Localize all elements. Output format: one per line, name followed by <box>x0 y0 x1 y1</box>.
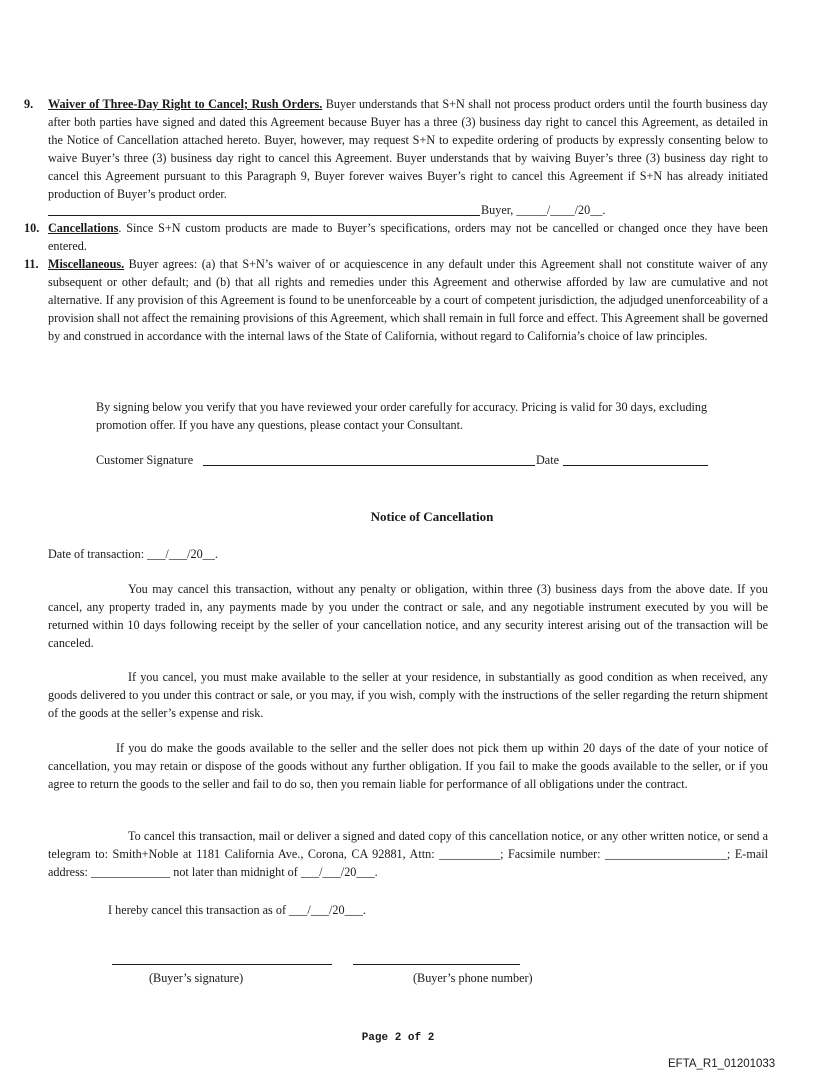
section-9-text <box>48 95 768 203</box>
customer-date-label: Date <box>536 453 560 467</box>
buyer-phone-line[interactable] <box>353 964 520 965</box>
customer-signature-label: Customer Signature <box>96 453 194 467</box>
section-10-heading: Cancellations <box>48 221 119 235</box>
section-10-text <box>48 219 768 255</box>
section-9-buyer-date: Buyer, _____/____/20__. <box>481 203 606 217</box>
notice-paragraph-4: To cancel this transaction, mail or deliver a signed and dated copy of this cancellation notice, or any other written notice, or send a telegram to: Smith+Noble at 1181 California Ave., Corona, CA 92881, Attn: __________; Facsimile number: ____________________; E-mail address: _____________ not later than midnight of ___/___/20___. <box>48 829 768 879</box>
page-number: Page 2 of 2 <box>361 1032 435 1044</box>
date-of-transaction: Date of transaction: ___/___/20__. <box>48 547 218 561</box>
notice-paragraph-3: If you do make the goods available to the seller and the seller does not pick them up within 20 days of the date of your notice of cancellation, you may retain or dispose of the goods without any further obligation. If you fail to make the goods available to the seller, or if you agree to return the goods to the seller and fail to do so, then you remain liable for performance of all obligations under the contract. <box>48 741 768 791</box>
notice-paragraph-2: If you cancel, you must make available to the seller at your residence, in substantially as good condition as when received, any goods delivered to you under this contract or sale, or you may, if you wish, comply with the instructions of the seller regarding the return shipment of the goods at the seller’s expense and risk. <box>48 670 768 720</box>
section-9-body: Buyer understands that S+N shall not process product orders until the fourth business day after both parties have signed and dated this Agreement because Buyer has a three (3) business day right to cancel this Agreement, as detailed in the Notice of Cancellation attached hereto. Buyer, however, may request S+N to expedite ordering of products by expressly consenting below to waive Buyer’s three (3) business day right to cancel this Agreement. Buyer understands that by waiving Buyer’s three (3) business day right to cancel this Agreement pursuant to this Paragraph 9, Buyer forever waives Buyer’s right to cancel this Agreement if S+N has already initiated production of Buyer’s product order. <box>48 97 768 201</box>
buyer-signature-line[interactable] <box>112 964 332 965</box>
document-code: EFTA_R1_01201033 <box>668 1058 776 1070</box>
cancel-statement: I hereby cancel this transaction as of ___/___/20___. <box>108 903 366 917</box>
section-11-number: 11. <box>24 257 39 271</box>
section-9-heading: Waiver of Three-Day Right to Cancel; Rush Orders. <box>48 97 323 111</box>
buyer-phone-label: (Buyer’s phone number) <box>413 971 533 985</box>
verification-text: By signing below you verify that you have reviewed your order carefully for accuracy. Pricing is valid for 30 days, excluding promotion offer. If you have any questions, please contact your Consultant. <box>96 400 708 432</box>
buyer-signature-label: (Buyer’s signature) <box>149 971 244 985</box>
customer-signature-line[interactable] <box>203 465 535 466</box>
customer-date-line[interactable] <box>563 465 708 466</box>
notice-paragraph-1: You may cancel this transaction, without any penalty or obligation, within three (3) business days from the above date. If you cancel, any property traded in, any payments made by you under the contract or sale, and any negotiable instrument executed by you will be returned within 10 days following receipt by the seller of your cancellation notice, and any security interest arising out of the transaction will be canceled. <box>48 582 768 650</box>
section-9-number: 9. <box>24 97 34 111</box>
section-9-waiver-signature-line <box>48 215 480 216</box>
notice-title: Notice of Cancellation <box>370 509 494 524</box>
section-11-body: Buyer agrees: (a) that S+N’s waiver of or acquiescence in any default under this Agreement shall not constitute waiver of any subsequent or other default; and (b) that all rights and remedies under this Agreement and otherwise afforded by law are cumulative and not alternative. If any provision of this Agreement is found to be unenforceable by a court of competent jurisdiction, the adjudged unenforceability of a provision shall not affect the remaining provisions of this Agreement, which shall remain in full force and effect. This Agreement shall be governed by and construed in accordance with the internal laws of the State of California, without regard to California’s choice of law principles. <box>48 257 768 343</box>
section-10-number: 10. <box>24 221 40 235</box>
section-10-body: . Since S+N custom products are made to Buyer’s specifications, orders may not be cancelled or changed once they have been entered. <box>48 221 768 253</box>
section-11-heading: Miscellaneous. <box>48 257 125 271</box>
section-11-text <box>48 255 768 345</box>
